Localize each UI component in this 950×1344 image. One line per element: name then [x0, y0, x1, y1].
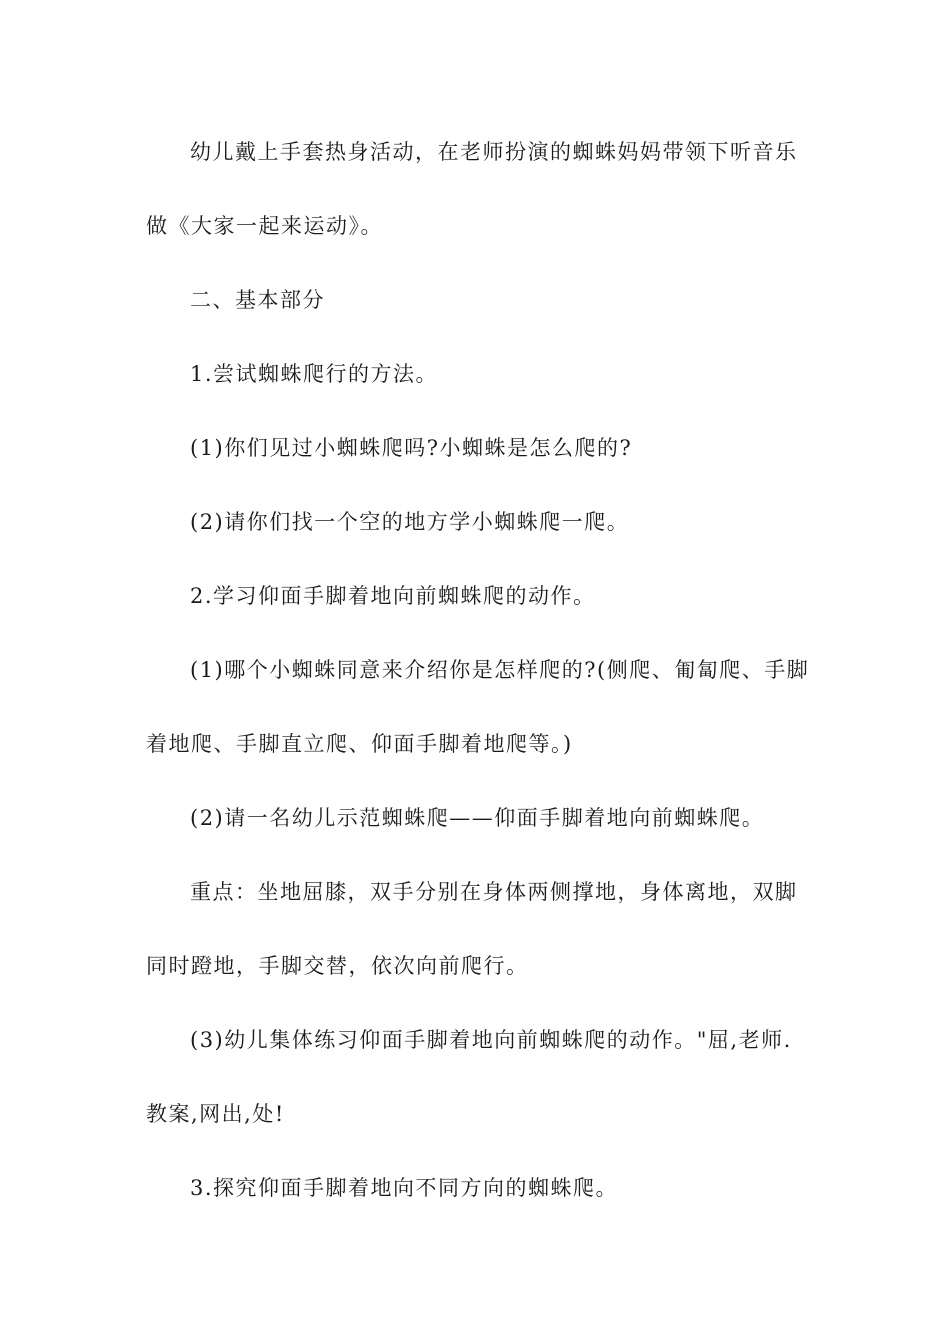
paragraph-line-2: 做《大家一起来运动》。: [146, 214, 383, 238]
paragraph-line-1: 幼儿戴上手套热身活动，在老师扮演的蜘蛛妈妈带领下听音乐: [190, 140, 798, 164]
key-point-line-2: 同时蹬地，手脚交替，依次向前爬行。: [146, 954, 529, 978]
paragraph-line-14: 教案,网出,处!: [146, 1102, 285, 1126]
paragraph-line-5: (1)你们见过小蜘蛛爬吗?小蜘蛛是怎么爬的?: [190, 436, 633, 460]
step-heading-3: 3.探究仰面手脚着地向不同方向的蜘蛛爬。: [190, 1176, 619, 1200]
step-heading-1: 1.尝试蜘蛛爬行的方法。: [190, 362, 439, 386]
paragraph-line-13: (3)幼儿集体练习仰面手脚着地向前蜘蛛爬的动作。"屈,老师.: [190, 1028, 792, 1052]
paragraph-line-6: (2)请你们找一个空的地方学小蜘蛛爬一爬。: [190, 510, 630, 534]
step-heading-2: 2.学习仰面手脚着地向前蜘蛛爬的动作。: [190, 584, 596, 608]
paragraph-line-9: 着地爬、手脚直立爬、仰面手脚着地爬等。): [146, 732, 573, 756]
section-heading: 二、基本部分: [190, 288, 325, 312]
key-point-line-1: 重点：坐地屈膝，双手分别在身体两侧撑地，身体离地，双脚: [190, 880, 798, 904]
paragraph-line-10: (2)请一名幼儿示范蜘蛛爬——仰面手脚着地向前蜘蛛爬。: [190, 806, 765, 830]
paragraph-line-8: (1)哪个小蜘蛛同意来介绍你是怎样爬的?(侧爬、匍匐爬、手脚: [190, 658, 810, 682]
